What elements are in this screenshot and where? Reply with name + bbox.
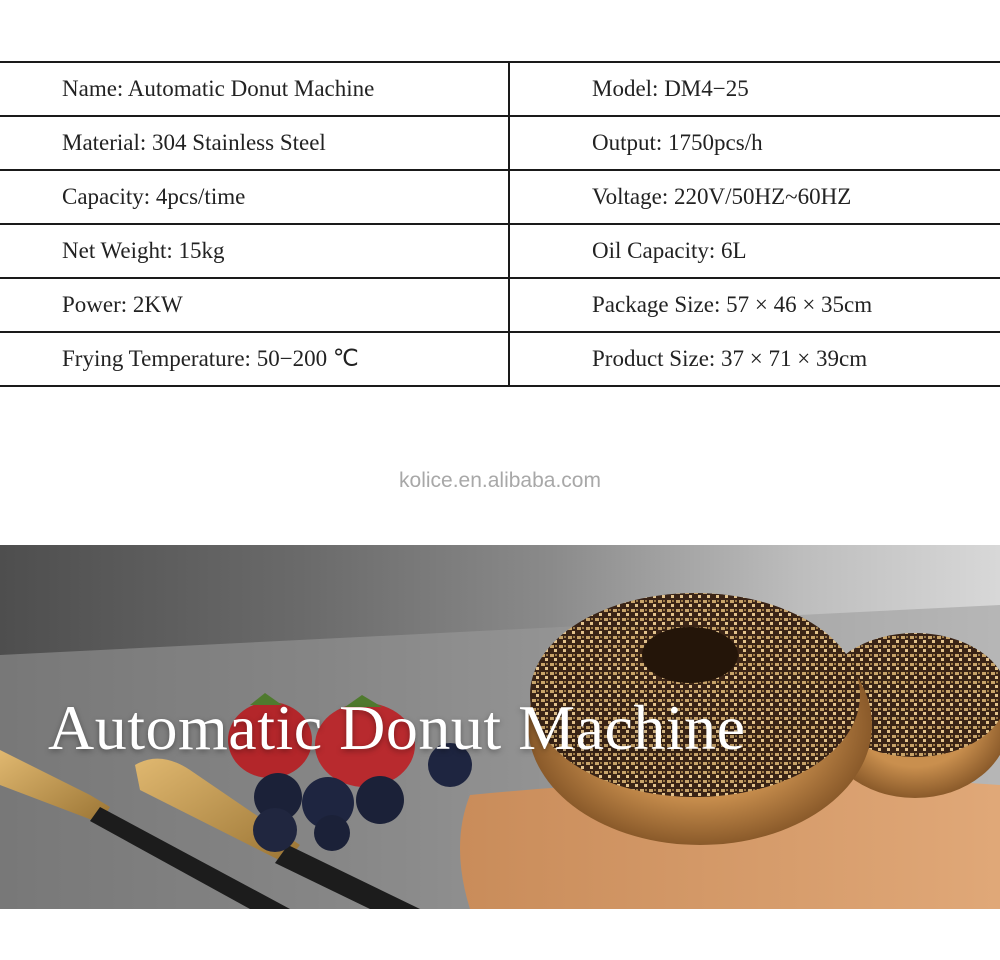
watermark: kolice.en.alibaba.com <box>399 469 601 492</box>
spec-row <box>0 170 1000 224</box>
spec-row <box>0 332 1000 386</box>
spec-material: Material: 304 Stainless Steel <box>0 116 509 170</box>
spec-name: Name: Automatic Donut Machine <box>0 62 509 116</box>
spec-output: Output: 1750pcs/h <box>509 116 1000 170</box>
spec-row <box>0 224 1000 278</box>
spec-oil-capacity: Oil Capacity: 6L <box>509 224 1000 278</box>
spec-row <box>0 116 1000 170</box>
spec-table <box>0 61 1000 387</box>
spec-net-weight: Net Weight: 15kg <box>0 224 509 278</box>
spec-package-size: Package Size: 57 × 46 × 35cm <box>509 278 1000 332</box>
spec-product-size: Product Size: 37 × 71 × 39cm <box>509 332 1000 386</box>
product-banner <box>0 545 1000 909</box>
spec-row <box>0 62 1000 116</box>
spec-frying-temperature: Frying Temperature: 50−200 ℃ <box>0 332 509 386</box>
spec-power: Power: 2KW <box>0 278 509 332</box>
spec-row <box>0 278 1000 332</box>
spec-capacity: Capacity: 4pcs/time <box>0 170 509 224</box>
spec-model: Model: DM4−25 <box>509 62 1000 116</box>
spec-voltage: Voltage: 220V/50HZ~60HZ <box>509 170 1000 224</box>
banner-title: Automatic Donut Machine <box>48 692 746 763</box>
